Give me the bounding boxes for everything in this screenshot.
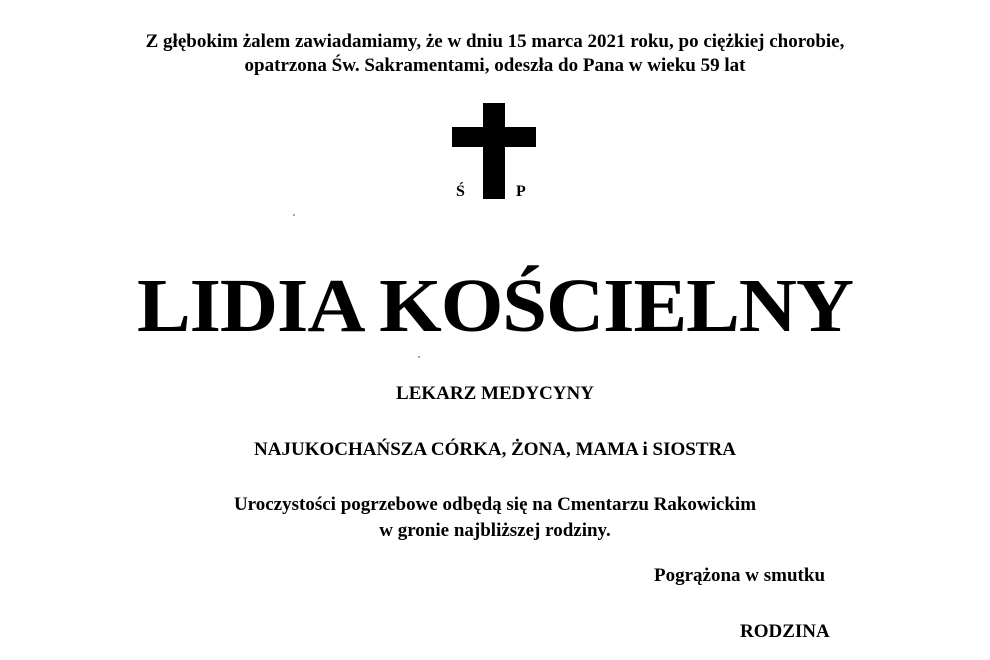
scan-speck — [418, 356, 420, 358]
ceremony-line-2: w gronie najbliższej rodziny. — [379, 520, 611, 541]
family-roles: NAJUKOCHAŃSZA CÓRKA, ŻONA, MAMA i SIOSTRA — [254, 439, 736, 460]
scan-speck — [293, 214, 295, 216]
ceremony-line-1: Uroczystości pogrzebowe odbędą się na Cmentarzu Rakowickim — [233, 494, 757, 515]
mourning-line: Pogrążona w smutku — [654, 565, 826, 586]
signature: RODZINA — [740, 621, 830, 642]
deceased-name: LIDIA KOŚCIELNY — [136, 264, 854, 348]
cross-horizontal-bar — [452, 127, 536, 147]
intro-line-1: Z głębokim żalem zawiadamiamy, że w dniu 15 marca 2021 roku, po ciężkiej chorobie, — [145, 31, 845, 52]
sp-letter-right: P — [516, 183, 526, 200]
cross-vertical-bar — [483, 103, 505, 199]
profession: LEKARZ MEDYCYNY — [396, 383, 594, 404]
sp-letter-left: Ś — [456, 183, 465, 200]
intro-line-2: opatrzona Św. Sakramentami, odeszła do Pana w wieku 59 lat — [244, 55, 746, 76]
